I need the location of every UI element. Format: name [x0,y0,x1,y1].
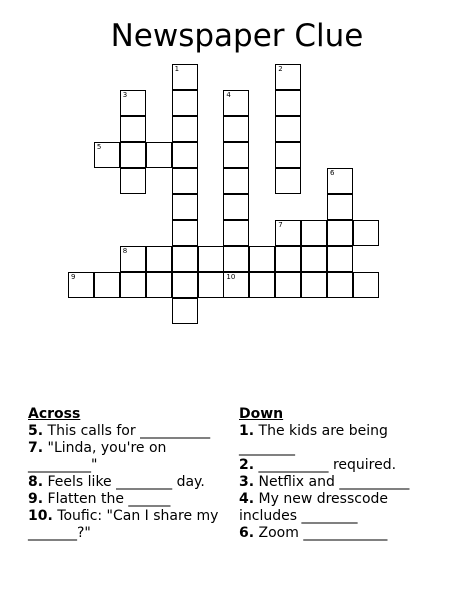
down-clue-6 [239,525,439,542]
crossword-cell[interactable] [172,298,198,324]
clue-text: My new dresscode includes ________ [239,491,389,524]
across-clue-7 [28,440,228,474]
crossword-cell[interactable] [275,246,301,272]
crossword-cell[interactable] [327,220,353,246]
crossword-cell[interactable] [223,272,249,298]
crossword-cell[interactable] [223,90,249,116]
crossword-cell[interactable] [198,272,224,298]
across-clue-10 [28,508,228,542]
clue-text: Flatten the ______ [47,491,171,507]
clue-number: 10. [28,508,53,524]
crossword-cell[interactable] [301,272,327,298]
crossword-cell[interactable] [172,90,198,116]
crossword-cell[interactable] [146,246,172,272]
crossword-cell[interactable] [223,168,249,194]
crossword-cell[interactable] [301,220,327,246]
crossword-cell[interactable] [275,90,301,116]
crossword-cell[interactable] [275,272,301,298]
crossword-cell[interactable] [327,246,353,272]
cell-number: 1 [174,65,180,74]
crossword-cell[interactable] [223,194,249,220]
across-clue-9 [28,491,228,508]
down-clue-4 [239,491,439,525]
crossword-cell[interactable] [146,142,172,168]
down-clue-1 [239,423,439,457]
crossword-cell[interactable] [223,142,249,168]
clue-text: The kids are being ________ [239,423,388,456]
crossword-cell[interactable] [94,142,120,168]
across-clue-5 [28,423,228,440]
cell-number: 4 [226,91,231,100]
crossword-cell[interactable] [120,272,146,298]
crossword-cell[interactable] [275,116,301,142]
crossword-cell[interactable] [172,64,198,90]
clue-text: Feels like ________ day. [47,474,205,490]
puzzle-title: Newspaper Clue [110,18,364,54]
crossword-cell[interactable] [172,272,198,298]
crossword-cell[interactable] [172,220,198,246]
clue-number: 9. [28,491,44,507]
down-clue-3 [239,474,439,491]
crossword-cell[interactable] [275,168,301,194]
down-clues [239,406,439,542]
clue-text: Netflix and __________ [258,474,410,490]
down-heading: Down [239,406,284,422]
across-heading: Across [28,406,81,422]
crossword-cell[interactable] [249,246,275,272]
cell-number: 3 [122,91,128,100]
crossword-cell[interactable] [198,246,224,272]
cell-number: 7 [278,220,283,229]
clue-text: Zoom ____________ [258,525,388,541]
crossword-cell[interactable] [353,272,379,298]
cell-number: 10 [226,272,236,281]
clue-number: 4. [239,491,255,507]
crossword-cell[interactable] [120,116,146,142]
crossword-cell[interactable] [172,116,198,142]
crossword-cell[interactable] [275,64,301,90]
across-clues [28,406,228,542]
crossword-cell[interactable] [301,246,327,272]
crossword-cell[interactable] [172,168,198,194]
clue-text: "Linda, you're on _________" [28,440,167,473]
crossword-cell[interactable] [120,142,146,168]
clue-number: 1. [239,423,255,439]
clue-number: 3. [239,474,255,490]
clue-number: 2. [239,457,255,473]
clue-number: 6. [239,525,255,541]
crossword-cell[interactable] [327,168,353,194]
crossword-cell[interactable] [223,116,249,142]
clue-text: Toufic: "Can I share my _______?" [28,508,219,541]
crossword-cell[interactable] [172,246,198,272]
crossword-cell[interactable] [172,194,198,220]
crossword-cell[interactable] [327,194,353,220]
cell-number: 9 [71,272,76,281]
crossword-cell[interactable] [223,220,249,246]
crossword-cell[interactable] [94,272,120,298]
crossword-cell[interactable] [120,246,146,272]
cell-number: 5 [96,143,102,152]
crossword-cell[interactable] [172,142,198,168]
cell-number: 8 [122,246,128,255]
crossword-cell[interactable] [120,90,146,116]
crossword-cell[interactable] [249,272,275,298]
crossword-cell[interactable] [275,142,301,168]
crossword-cell[interactable] [353,220,379,246]
clue-number: 8. [28,474,44,490]
crossword-cell[interactable] [146,272,172,298]
across-clue-8 [28,474,228,491]
down-clue-2 [239,457,439,474]
clue-number: 5. [28,423,44,439]
crossword-cell[interactable] [68,272,94,298]
crossword-cell[interactable] [120,168,146,194]
clue-text: This calls for __________ [47,423,211,439]
cell-number: 2 [278,65,283,74]
cell-number: 6 [330,169,335,177]
crossword-cell[interactable] [327,272,353,298]
crossword-cell[interactable] [223,246,249,272]
clue-text: __________ required. [258,457,397,473]
clue-number: 7. [28,440,44,456]
crossword-cell[interactable] [275,220,301,246]
